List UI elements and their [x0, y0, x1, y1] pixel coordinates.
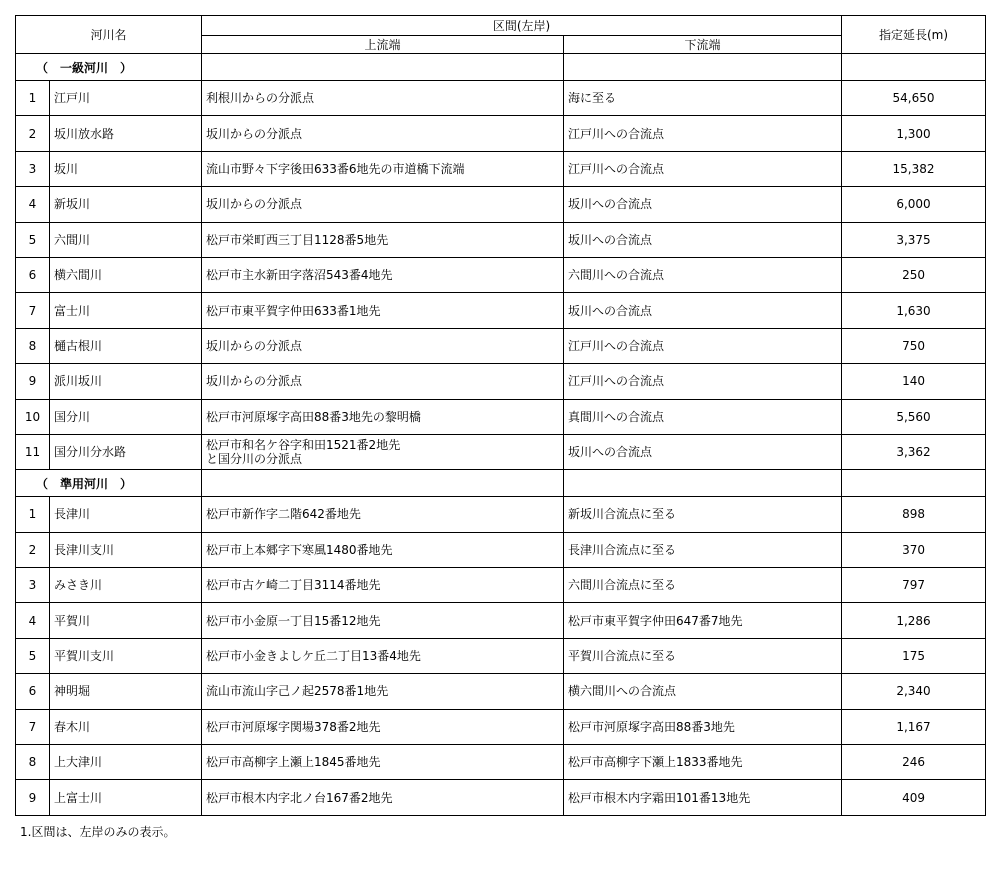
- row-number: 2: [16, 116, 50, 151]
- upstream-end: 松戸市河原塚字高田88番3地先の黎明橋: [202, 399, 564, 434]
- downstream-end: 坂川への合流点: [564, 293, 842, 328]
- row-number: 4: [16, 603, 50, 638]
- upstream-end: 坂川からの分派点: [202, 364, 564, 399]
- row-number: 3: [16, 151, 50, 186]
- empty-cell: [564, 54, 842, 81]
- river-name: 上大津川: [50, 745, 202, 780]
- upstream-end: 松戸市上本郷字下寒風1480番地先: [202, 532, 564, 567]
- upstream-end: 松戸市小金原一丁目15番12地先: [202, 603, 564, 638]
- upstream-end: 松戸市高柳字上瀬上1845番地先: [202, 745, 564, 780]
- designated-length: 1,300: [842, 116, 986, 151]
- downstream-end: 江戸川への合流点: [564, 151, 842, 186]
- designated-length: 140: [842, 364, 986, 399]
- designated-length: 54,650: [842, 81, 986, 116]
- table-body: [16, 54, 986, 816]
- row-number: 6: [16, 257, 50, 292]
- table-row: [16, 709, 986, 744]
- designated-length: 6,000: [842, 187, 986, 222]
- upstream-end-line: 松戸市和名ケ谷字和田1521番2地先: [206, 438, 401, 453]
- downstream-end: 江戸川への合流点: [564, 364, 842, 399]
- upstream-end: 坂川からの分派点: [202, 328, 564, 363]
- river-name: 国分川分水路: [50, 434, 202, 469]
- table-row: [16, 638, 986, 673]
- row-number: 10: [16, 399, 50, 434]
- downstream-end: 松戸市河原塚字高田88番3地先: [564, 709, 842, 744]
- downstream-end: 坂川への合流点: [564, 187, 842, 222]
- river-designation-sheet: [15, 15, 985, 816]
- empty-cell: [202, 54, 564, 81]
- river-name: 富士川: [50, 293, 202, 328]
- river-name: 長津川支川: [50, 532, 202, 567]
- table-row: [16, 257, 986, 292]
- designated-length: 3,375: [842, 222, 986, 257]
- row-number: 7: [16, 709, 50, 744]
- upstream-end: [202, 434, 564, 469]
- table-row: [16, 745, 986, 780]
- table-row: [16, 674, 986, 709]
- river-name: 坂川: [50, 151, 202, 186]
- river-name: 上富士川: [50, 780, 202, 815]
- header-length: 指定延長(m): [842, 16, 986, 54]
- downstream-end: 海に至る: [564, 81, 842, 116]
- table-row: [16, 780, 986, 815]
- row-number: 6: [16, 674, 50, 709]
- empty-cell: [202, 470, 564, 497]
- table-row: [16, 568, 986, 603]
- upstream-end: 松戸市主水新田字落沼543番4地先: [202, 257, 564, 292]
- row-number: 8: [16, 745, 50, 780]
- row-number: 7: [16, 293, 50, 328]
- river-name: 神明堀: [50, 674, 202, 709]
- river-table: [15, 15, 986, 816]
- downstream-end: 坂川への合流点: [564, 222, 842, 257]
- downstream-end: 六間川への合流点: [564, 257, 842, 292]
- row-number: 1: [16, 81, 50, 116]
- header-section: 区間(左岸): [202, 16, 842, 36]
- header-river-name: 河川名: [16, 16, 202, 54]
- empty-cell: [564, 470, 842, 497]
- designated-length: 797: [842, 568, 986, 603]
- designated-length: 246: [842, 745, 986, 780]
- row-number: 2: [16, 532, 50, 567]
- designated-length: 3,362: [842, 434, 986, 469]
- designated-length: 250: [842, 257, 986, 292]
- row-number: 3: [16, 568, 50, 603]
- downstream-end: 平賀川合流点に至る: [564, 638, 842, 673]
- table-row: [16, 399, 986, 434]
- row-number: 4: [16, 187, 50, 222]
- table-row: [16, 434, 986, 469]
- empty-cell: [842, 470, 986, 497]
- row-number: 1: [16, 497, 50, 532]
- header-upstream: 上流端: [202, 36, 564, 54]
- table-row: [16, 364, 986, 399]
- table-row: [16, 328, 986, 363]
- river-name: 六間川: [50, 222, 202, 257]
- designated-length: 5,560: [842, 399, 986, 434]
- upstream-end: 流山市流山字己ノ起2578番1地先: [202, 674, 564, 709]
- upstream-end: 坂川からの分派点: [202, 187, 564, 222]
- table-row: [16, 293, 986, 328]
- designated-length: 370: [842, 532, 986, 567]
- upstream-end-line: と国分川の分派点: [206, 452, 303, 467]
- river-name: 樋古根川: [50, 328, 202, 363]
- upstream-end: 松戸市古ケ崎二丁目3114番地先: [202, 568, 564, 603]
- river-name: 平賀川: [50, 603, 202, 638]
- section-header-row: [16, 470, 986, 497]
- section-header-row: [16, 54, 986, 81]
- designated-length: 750: [842, 328, 986, 363]
- row-number: 9: [16, 364, 50, 399]
- downstream-end: 真間川への合流点: [564, 399, 842, 434]
- downstream-end: 新坂川合流点に至る: [564, 497, 842, 532]
- header-downstream: 下流端: [564, 36, 842, 54]
- table-row: [16, 81, 986, 116]
- downstream-end: 六間川合流点に至る: [564, 568, 842, 603]
- table-row: [16, 187, 986, 222]
- table-row: [16, 603, 986, 638]
- row-number: 8: [16, 328, 50, 363]
- empty-cell: [842, 54, 986, 81]
- downstream-end: 長津川合流点に至る: [564, 532, 842, 567]
- river-name: 横六間川: [50, 257, 202, 292]
- downstream-end: 江戸川への合流点: [564, 116, 842, 151]
- downstream-end: 坂川への合流点: [564, 434, 842, 469]
- downstream-end: 松戸市東平賀字仲田647番7地先: [564, 603, 842, 638]
- upstream-end: 坂川からの分派点: [202, 116, 564, 151]
- river-name: 国分川: [50, 399, 202, 434]
- river-name: 江戸川: [50, 81, 202, 116]
- designated-length: 15,382: [842, 151, 986, 186]
- upstream-end: 利根川からの分派点: [202, 81, 564, 116]
- river-name: 春木川: [50, 709, 202, 744]
- footnote: 1.区間は、左岸のみの表示。: [20, 825, 176, 839]
- downstream-end: 江戸川への合流点: [564, 328, 842, 363]
- upstream-end: 松戸市河原塚字関場378番2地先: [202, 709, 564, 744]
- upstream-end: 松戸市東平賀字仲田633番1地先: [202, 293, 564, 328]
- downstream-end: 横六間川への合流点: [564, 674, 842, 709]
- table-row: [16, 222, 986, 257]
- upstream-end: 流山市野々下字後田633番6地先の市道橋下流端: [202, 151, 564, 186]
- row-number: 9: [16, 780, 50, 815]
- designated-length: 2,340: [842, 674, 986, 709]
- river-name: 平賀川支川: [50, 638, 202, 673]
- upstream-end: 松戸市根木内字北ノ台167番2地先: [202, 780, 564, 815]
- upstream-end: 松戸市新作字二階642番地先: [202, 497, 564, 532]
- designated-length: 1,286: [842, 603, 986, 638]
- designated-length: 1,167: [842, 709, 986, 744]
- river-name: 新坂川: [50, 187, 202, 222]
- table-row: [16, 497, 986, 532]
- designated-length: 898: [842, 497, 986, 532]
- section-label: （ 一級河川 ）: [16, 54, 202, 81]
- downstream-end: 松戸市根木内字霜田101番13地先: [564, 780, 842, 815]
- upstream-end: 松戸市栄町西三丁目1128番5地先: [202, 222, 564, 257]
- table-row: [16, 116, 986, 151]
- row-number: 5: [16, 222, 50, 257]
- table-row: [16, 532, 986, 567]
- designated-length: 1,630: [842, 293, 986, 328]
- river-name: 坂川放水路: [50, 116, 202, 151]
- downstream-end: 松戸市高柳字下瀬上1833番地先: [564, 745, 842, 780]
- row-number: 11: [16, 434, 50, 469]
- designated-length: 409: [842, 780, 986, 815]
- designated-length: 175: [842, 638, 986, 673]
- upstream-end: 松戸市小金きよしケ丘二丁目13番4地先: [202, 638, 564, 673]
- river-name: 長津川: [50, 497, 202, 532]
- section-label: （ 準用河川 ）: [16, 470, 202, 497]
- river-name: みさき川: [50, 568, 202, 603]
- table-row: [16, 151, 986, 186]
- row-number: 5: [16, 638, 50, 673]
- river-name: 派川坂川: [50, 364, 202, 399]
